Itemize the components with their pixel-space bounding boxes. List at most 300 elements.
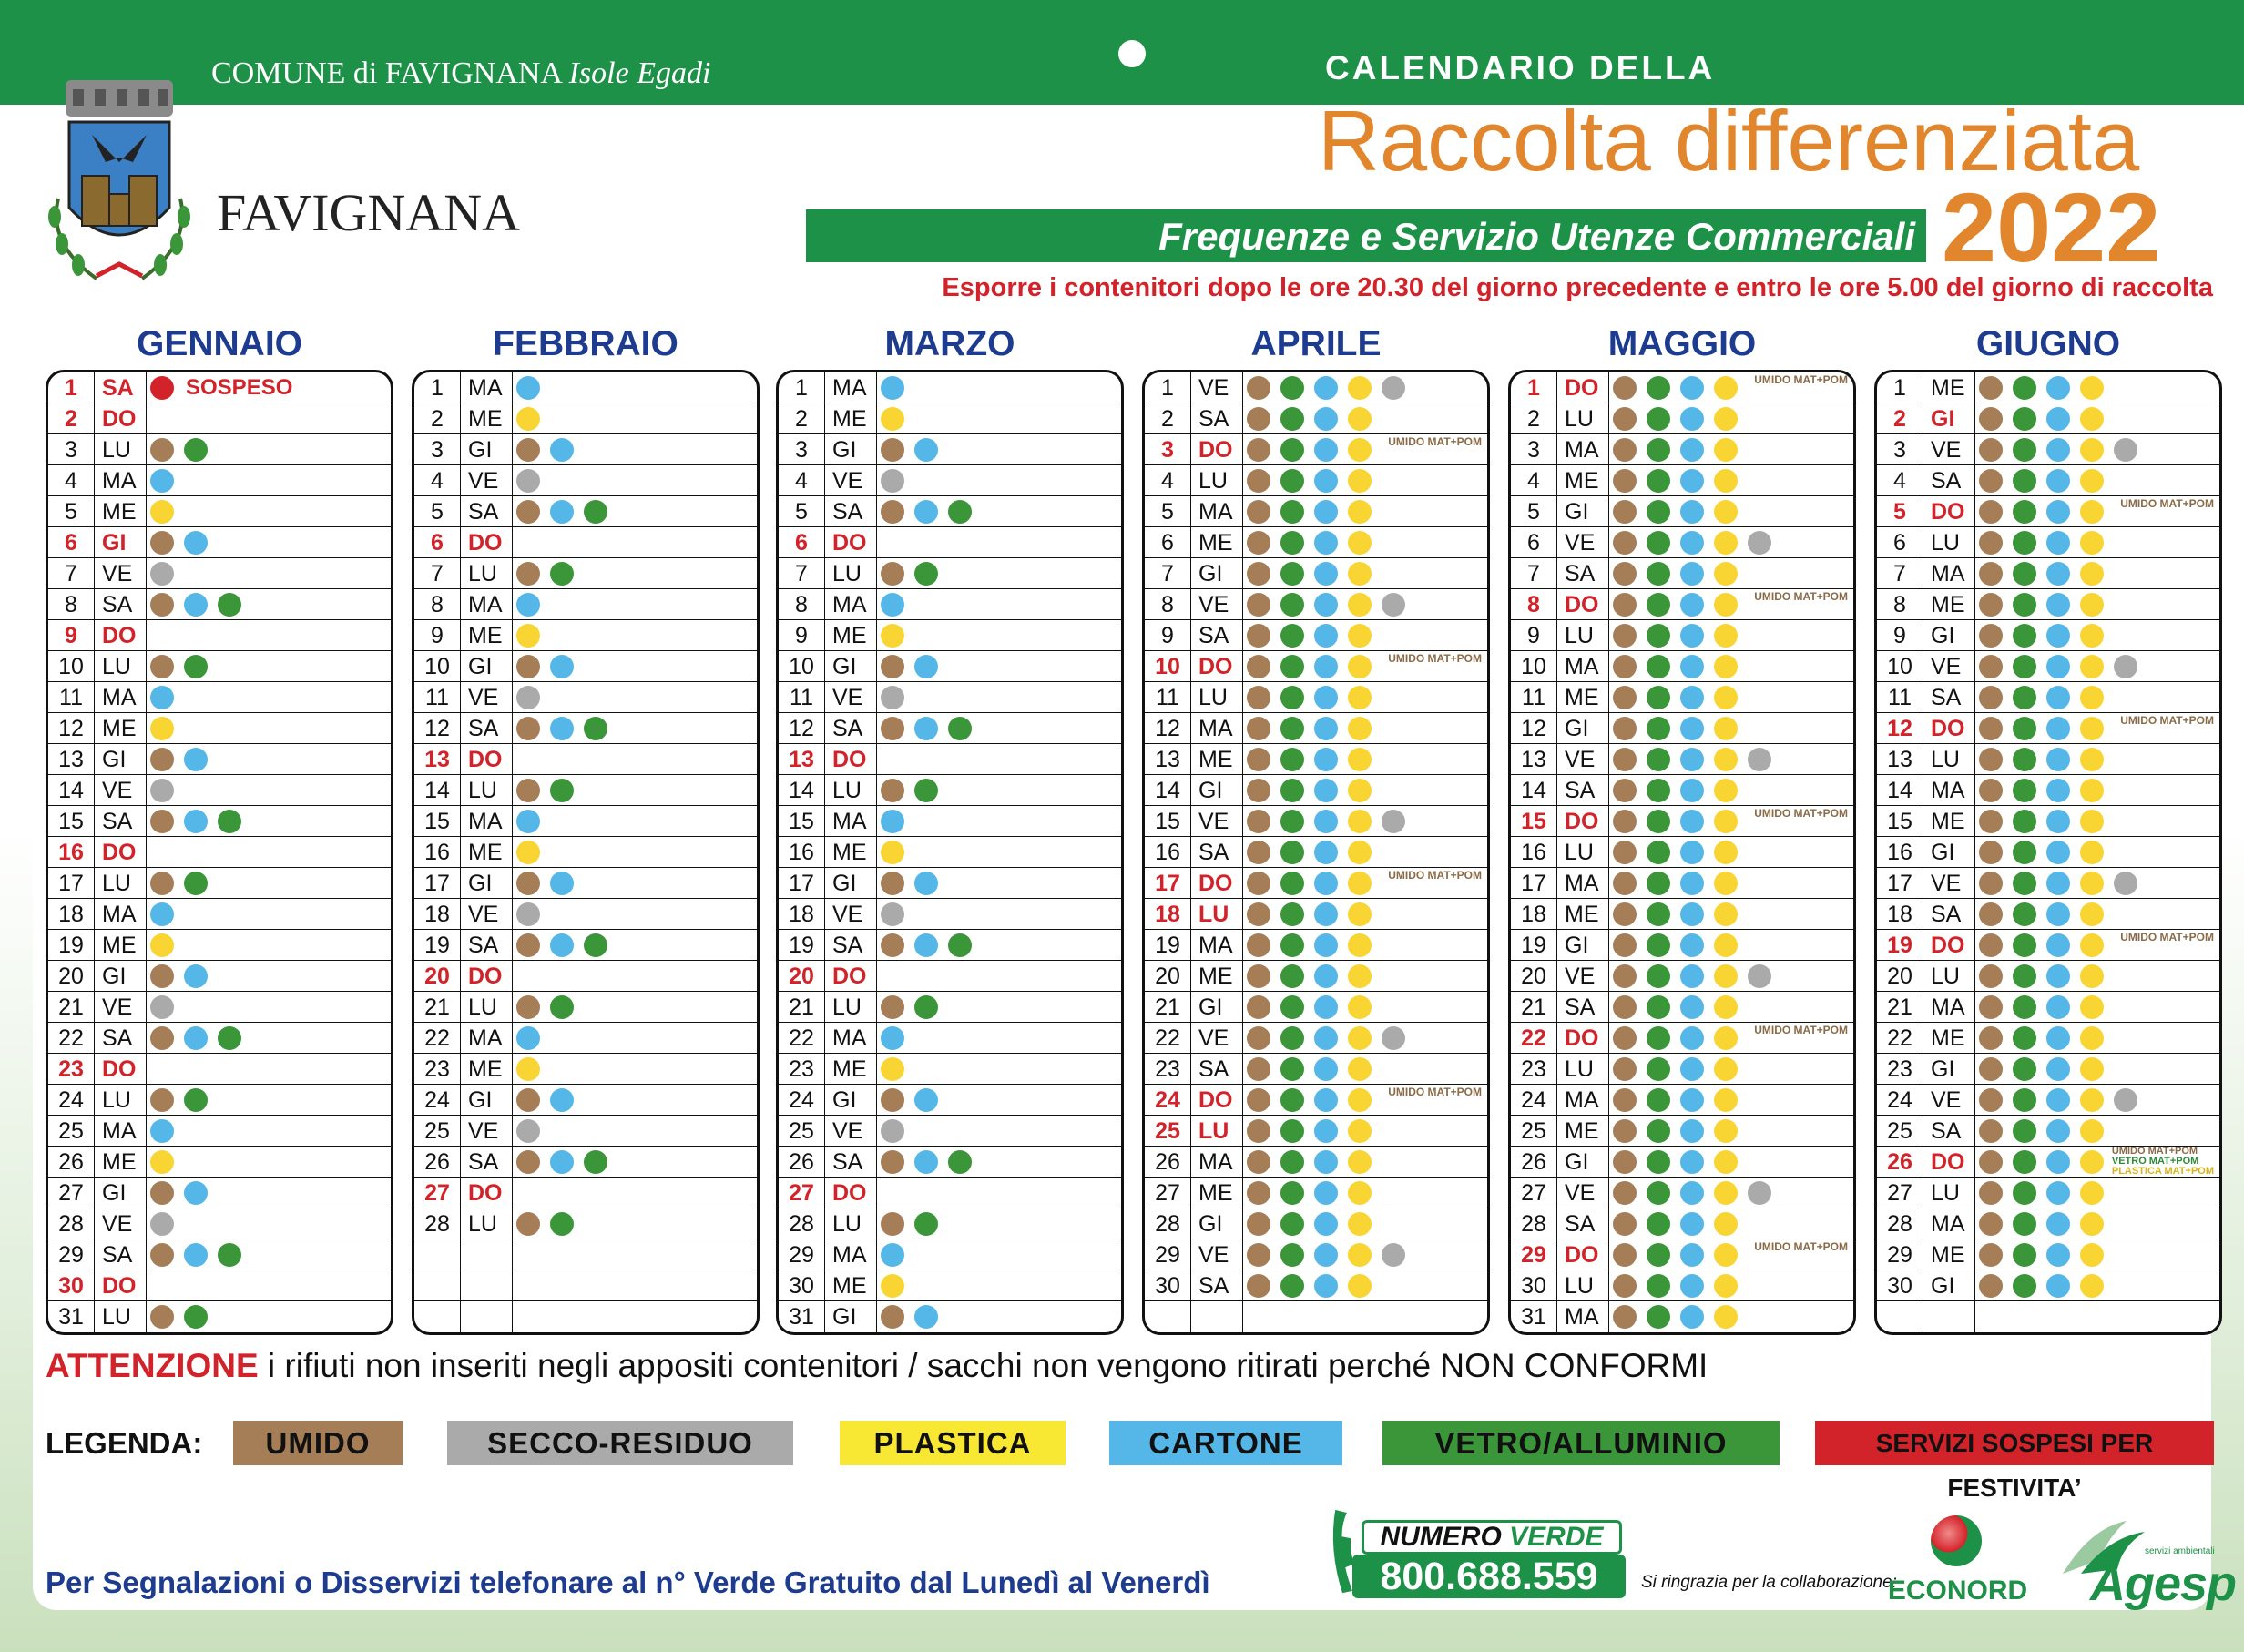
- warning-word: ATTENZIONE: [46, 1347, 259, 1384]
- day-row: [1877, 1270, 2219, 1301]
- month-aprile: [1142, 319, 1490, 1335]
- day-number: 2: [1893, 406, 1906, 432]
- day-number: [414, 1301, 460, 1332]
- vetro-dot-icon: [218, 810, 241, 833]
- day-row: [1145, 1023, 1487, 1054]
- cartone-dot-icon: [1314, 1274, 1338, 1298]
- cartone-dot-icon: [1680, 902, 1704, 926]
- plastica-dot-icon: [150, 1150, 174, 1174]
- plastica-dot-icon: [2080, 469, 2104, 493]
- plastica-dot-icon: [1714, 562, 1738, 586]
- day-row: [779, 930, 1121, 961]
- plastica-dot-icon: [881, 624, 904, 648]
- day-number: 22: [1521, 1025, 1546, 1051]
- plastica-dot-icon: [1714, 748, 1738, 771]
- day-number: 30: [789, 1273, 814, 1299]
- day-number: 25: [789, 1118, 814, 1144]
- umido-dot-icon: [1613, 779, 1637, 802]
- note-line: UMIDO MAT+POM: [2120, 931, 2214, 943]
- collection-dots: [1243, 655, 1382, 678]
- cartone-dot-icon: [1680, 748, 1704, 771]
- umido-dot-icon: [1613, 748, 1637, 771]
- instructions: Esporre i contenitori dopo le ore 20.30 del giorno precedente e entro le ore 5.00 del giorno di raccolta: [942, 273, 2213, 302]
- cartone-dot-icon: [1680, 438, 1704, 462]
- vetro-dot-icon: [948, 717, 972, 740]
- secco-dot-icon: [150, 562, 174, 586]
- day-number: 3: [795, 437, 808, 463]
- secco-dot-icon: [881, 902, 904, 926]
- day-row: [1877, 930, 2219, 961]
- day-row: [1511, 1270, 1853, 1301]
- collection-dots: [1975, 593, 2114, 617]
- collection-dots: [513, 655, 584, 678]
- collection-dots: [513, 872, 584, 895]
- day-weekday: VE: [460, 682, 513, 712]
- day-weekday: LU: [1923, 744, 1975, 774]
- cartone-dot-icon: [1680, 964, 1704, 988]
- vetro-dot-icon: [1280, 624, 1304, 648]
- cartone-dot-icon: [184, 1243, 208, 1267]
- day-weekday: SA: [460, 930, 513, 960]
- numero-verde-phone[interactable]: 800.688.559: [1352, 1555, 1626, 1598]
- cartone-dot-icon: [1314, 1057, 1338, 1081]
- plastica-dot-icon: [2080, 562, 2104, 586]
- day-weekday: VE: [1556, 744, 1609, 774]
- plastica-dot-icon: [1348, 1119, 1372, 1143]
- day-number: 28: [58, 1211, 84, 1237]
- footer-text: Per Segnalazioni o Disservizi telefonare al n° Verde Gratuito dal Lunedì al Venerdì: [46, 1565, 1210, 1599]
- umido-dot-icon: [1979, 1150, 2003, 1174]
- day-row: [1145, 868, 1487, 899]
- day-number: 16: [789, 840, 814, 865]
- plastica-dot-icon: [2080, 438, 2104, 462]
- collection-dots: [513, 995, 584, 1019]
- day-weekday: ME: [824, 1054, 877, 1084]
- plastica-dot-icon: [1714, 717, 1738, 740]
- cartone-dot-icon: [1314, 964, 1338, 988]
- collection-dots: [147, 1119, 184, 1143]
- secco-dot-icon: [2114, 655, 2137, 678]
- day-row: [1877, 620, 2219, 651]
- vetro-dot-icon: [218, 1026, 241, 1050]
- cartone-dot-icon: [550, 1150, 574, 1174]
- collection-dots: [147, 593, 251, 617]
- vetro-dot-icon: [1280, 655, 1304, 678]
- day-weekday: LU: [1556, 620, 1609, 650]
- day-number: 10: [424, 654, 450, 679]
- vetro-dot-icon: [1647, 995, 1670, 1019]
- vetro-dot-icon: [2013, 407, 2036, 431]
- umido-dot-icon: [1613, 593, 1637, 617]
- day-number: 1: [1161, 375, 1174, 401]
- day-row: [1877, 589, 2219, 620]
- collection-dots: [1975, 1088, 2147, 1112]
- vetro-dot-icon: [1647, 1243, 1670, 1267]
- page-title: Raccolta differenziata: [1318, 93, 2140, 189]
- collection-dots: [1243, 872, 1382, 895]
- day-row: [779, 744, 1121, 775]
- cartone-dot-icon: [914, 717, 938, 740]
- plastica-dot-icon: [2080, 717, 2104, 740]
- umido-dot-icon: [1247, 964, 1270, 988]
- day-weekday: DO: [94, 403, 147, 433]
- umido-dot-icon: [1613, 624, 1637, 648]
- cartone-dot-icon: [2046, 841, 2070, 864]
- plastica-dot-icon: [516, 1057, 540, 1081]
- day-number: 20: [424, 964, 450, 989]
- day-number: 27: [1521, 1180, 1546, 1206]
- collection-dots: [1243, 376, 1415, 400]
- cartone-dot-icon: [1680, 1181, 1704, 1205]
- collection-dots: [877, 407, 914, 431]
- day-row: [1145, 1054, 1487, 1085]
- vetro-dot-icon: [2013, 1212, 2036, 1236]
- collection-dots: [1609, 717, 1748, 740]
- cartone-dot-icon: [1680, 1026, 1704, 1050]
- vetro-dot-icon: [1280, 376, 1304, 400]
- day-number: 15: [1155, 809, 1180, 834]
- collection-dots: [877, 593, 914, 617]
- day-number: 12: [1887, 716, 1912, 741]
- day-weekday: VE: [460, 1116, 513, 1146]
- umido-dot-icon: [1979, 1057, 2003, 1081]
- day-number: 18: [789, 902, 814, 927]
- plastica-dot-icon: [150, 933, 174, 957]
- day-row: [1145, 372, 1487, 403]
- month-title: MAGGIO: [1607, 324, 1757, 363]
- day-row: [1877, 744, 2219, 775]
- day-number: 3: [65, 437, 77, 463]
- vetro-dot-icon: [1647, 1274, 1670, 1298]
- collection-dots: [877, 717, 982, 740]
- day-weekday: DO: [1556, 1239, 1609, 1270]
- collection-dots: [1975, 407, 2114, 431]
- vetro-dot-icon: [184, 872, 208, 895]
- day-number: [1145, 1301, 1190, 1332]
- cartone-dot-icon: [1314, 779, 1338, 802]
- umido-dot-icon: [1247, 469, 1270, 493]
- collection-dots: [1243, 1243, 1415, 1267]
- day-weekday: MA: [460, 806, 513, 836]
- umido-dot-icon: [1979, 1088, 2003, 1112]
- cartone-dot-icon: [1314, 717, 1338, 740]
- day-row: [779, 620, 1121, 651]
- day-weekday: [460, 1301, 513, 1332]
- day-number: 14: [424, 778, 450, 803]
- day-number: 10: [1155, 654, 1180, 679]
- vetro-dot-icon: [1280, 717, 1304, 740]
- day-weekday: SA: [94, 372, 147, 403]
- umido-dot-icon: [1979, 500, 2003, 524]
- day-weekday: DO: [94, 1270, 147, 1300]
- day-row: [1511, 1301, 1853, 1332]
- note-line: VETRO MAT+POM: [2111, 1156, 2199, 1167]
- collection-dots: [1975, 376, 2114, 400]
- umido-dot-icon: [150, 655, 174, 678]
- day-row: [1877, 713, 2219, 744]
- day-weekday: VE: [1556, 961, 1609, 991]
- collection-dots: [1243, 1212, 1382, 1236]
- day-number: 11: [1522, 685, 1545, 710]
- plastica-dot-icon: [1714, 1057, 1738, 1081]
- collection-dots: [1975, 624, 2114, 648]
- umido-dot-icon: [1613, 1119, 1637, 1143]
- day-weekday: GI: [460, 1085, 513, 1115]
- plastica-dot-icon: [1348, 531, 1372, 555]
- day-weekday: GI: [824, 868, 877, 898]
- day-row: [779, 527, 1121, 558]
- day-weekday: SA: [1923, 465, 1975, 495]
- day-weekday: VE: [824, 899, 877, 929]
- collection-dots: [1243, 407, 1382, 431]
- day-row: [414, 558, 757, 589]
- plastica-dot-icon: [881, 1057, 904, 1081]
- day-number: 12: [1521, 716, 1546, 741]
- collection-dots: [1609, 1150, 1748, 1174]
- cartone-dot-icon: [1680, 562, 1704, 586]
- month-table: [776, 370, 1124, 1335]
- day-row: [1877, 1023, 2219, 1054]
- day-weekday: DO: [1923, 713, 1975, 743]
- vetro-dot-icon: [184, 655, 208, 678]
- day-number: 23: [424, 1056, 450, 1082]
- day-number: 20: [58, 964, 84, 989]
- umido-dot-icon: [150, 531, 174, 555]
- collection-dots: [877, 438, 948, 462]
- day-weekday: GI: [1556, 496, 1609, 526]
- plastica-dot-icon: [2080, 1181, 2104, 1205]
- collection-dots: [1609, 933, 1748, 957]
- day-row: [1145, 1116, 1487, 1147]
- day-number: 16: [1887, 840, 1912, 865]
- umido-dot-icon: [150, 593, 174, 617]
- day-row: [779, 806, 1121, 837]
- day-row: [414, 992, 757, 1023]
- day-row: [1511, 806, 1853, 837]
- plastica-dot-icon: [2080, 407, 2104, 431]
- plastica-dot-icon: [1714, 933, 1738, 957]
- cartone-dot-icon: [1314, 1026, 1338, 1050]
- day-row: [1877, 403, 2219, 434]
- note-line: UMIDO MAT+POM: [1388, 869, 1482, 882]
- plastica-dot-icon: [2080, 779, 2104, 802]
- collection-dots: [1243, 686, 1382, 709]
- day-number: 19: [1521, 933, 1546, 958]
- vetro-dot-icon: [1280, 1212, 1304, 1236]
- day-weekday: MA: [1923, 1208, 1975, 1239]
- collection-dots: [1609, 1088, 1748, 1112]
- plastica-dot-icon: [1348, 902, 1372, 926]
- collection-dots: [1609, 1119, 1748, 1143]
- cartone-dot-icon: [1680, 686, 1704, 709]
- collection-dots: [1975, 841, 2114, 864]
- day-row: [1145, 1085, 1487, 1116]
- day-row: [1877, 1208, 2219, 1239]
- day-row: [1511, 1147, 1853, 1178]
- day-weekday: GI: [460, 434, 513, 464]
- vetro-dot-icon: [2013, 995, 2036, 1019]
- day-number: 13: [424, 747, 450, 772]
- collection-dots: [1609, 1212, 1748, 1236]
- vetro-dot-icon: [1647, 933, 1670, 957]
- umido-dot-icon: [1979, 1026, 2003, 1050]
- day-row: [48, 496, 391, 527]
- day-row: [1511, 961, 1853, 992]
- cartone-dot-icon: [881, 1243, 904, 1267]
- vetro-dot-icon: [2013, 810, 2036, 833]
- day-row: [1145, 496, 1487, 527]
- cartone-dot-icon: [1314, 872, 1338, 895]
- day-row: [414, 527, 757, 558]
- plastica-dot-icon: [1714, 810, 1738, 833]
- vetro-dot-icon: [948, 1150, 972, 1174]
- cartone-dot-icon: [2046, 1057, 2070, 1081]
- day-weekday: SA: [1923, 899, 1975, 929]
- day-row: [1511, 1208, 1853, 1239]
- plastica-dot-icon: [881, 1274, 904, 1298]
- day-number: 6: [1893, 530, 1906, 556]
- cartone-dot-icon: [1680, 593, 1704, 617]
- day-row: [48, 930, 391, 961]
- collection-dots: [1975, 686, 2114, 709]
- collection-dots: [513, 624, 550, 648]
- day-row: [779, 1023, 1121, 1054]
- day-weekday: VE: [1190, 806, 1243, 836]
- day-number: 16: [58, 840, 84, 865]
- day-row: [1877, 992, 2219, 1023]
- day-row: [779, 558, 1121, 589]
- umido-dot-icon: [516, 655, 540, 678]
- cartone-dot-icon: [2046, 624, 2070, 648]
- day-row: [414, 961, 757, 992]
- plastica-dot-icon: [2080, 902, 2104, 926]
- collection-dots: [147, 531, 218, 555]
- cartone-dot-icon: [1680, 779, 1704, 802]
- collection-dots: [1243, 531, 1382, 555]
- vetro-dot-icon: [1647, 1181, 1670, 1205]
- day-weekday: DO: [460, 961, 513, 991]
- plastica-dot-icon: [1348, 1274, 1372, 1298]
- day-weekday: GI: [1190, 558, 1243, 588]
- plastica-dot-icon: [1348, 933, 1372, 957]
- cartone-dot-icon: [1680, 655, 1704, 678]
- day-row: [1145, 651, 1487, 682]
- day-weekday: VE: [460, 465, 513, 495]
- umido-dot-icon: [1979, 469, 2003, 493]
- day-row: [1511, 434, 1853, 465]
- month-gennaio: [46, 319, 393, 1335]
- umido-dot-icon: [1613, 964, 1637, 988]
- day-number: 11: [1156, 685, 1179, 710]
- day-weekday: DO: [1923, 496, 1975, 526]
- day-number: 17: [1155, 871, 1180, 896]
- year: 2022: [1942, 172, 2161, 282]
- umido-dot-icon: [1613, 376, 1637, 400]
- collection-dots: [1243, 810, 1415, 833]
- subtitle-band: [806, 209, 1926, 262]
- day-number: 26: [1155, 1149, 1180, 1175]
- day-number: 13: [1521, 747, 1546, 772]
- cartone-dot-icon: [881, 810, 904, 833]
- day-weekday: LU: [1556, 1054, 1609, 1084]
- thanks-text: Si ringrazia per la collaborazione:: [1641, 1573, 1897, 1592]
- day-row: [1511, 744, 1853, 775]
- vetro-dot-icon: [2013, 1181, 2036, 1205]
- day-weekday: GI: [94, 744, 147, 774]
- collection-dots: [513, 500, 617, 524]
- day-row: [1511, 899, 1853, 930]
- day-number: 23: [789, 1056, 814, 1082]
- vetro-dot-icon: [1280, 469, 1304, 493]
- cartone-dot-icon: [1680, 500, 1704, 524]
- day-weekday: LU: [94, 1301, 147, 1332]
- day-row: [1145, 558, 1487, 589]
- day-row: [779, 1208, 1121, 1239]
- day-weekday: LU: [460, 558, 513, 588]
- collection-dots: [1243, 1088, 1382, 1112]
- vetro-dot-icon: [1647, 902, 1670, 926]
- day-weekday: ME: [1923, 1239, 1975, 1270]
- day-row: [48, 527, 391, 558]
- day-weekday: GI: [1556, 713, 1609, 743]
- cartone-dot-icon: [1680, 531, 1704, 555]
- day-weekday: GI: [1923, 1054, 1975, 1084]
- umido-dot-icon: [1979, 779, 2003, 802]
- day-weekday: DO: [824, 961, 877, 991]
- day-number: 5: [1161, 499, 1174, 525]
- umido-dot-icon: [150, 438, 174, 462]
- plastica-dot-icon: [1348, 717, 1372, 740]
- day-weekday: ME: [824, 403, 877, 433]
- day-row: [1877, 434, 2219, 465]
- day-weekday: DO: [824, 1178, 877, 1208]
- collection-dots: [147, 655, 218, 678]
- day-weekday: LU: [1556, 1270, 1609, 1300]
- cartone-dot-icon: [1314, 995, 1338, 1019]
- vetro-dot-icon: [1647, 469, 1670, 493]
- cartone-dot-icon: [1314, 1119, 1338, 1143]
- vetro-dot-icon: [1280, 933, 1304, 957]
- month-table: [1142, 370, 1490, 1335]
- umido-dot-icon: [1613, 1026, 1637, 1050]
- umido-dot-icon: [881, 562, 904, 586]
- vetro-dot-icon: [1647, 624, 1670, 648]
- day-row: [779, 837, 1121, 868]
- cartone-dot-icon: [150, 469, 174, 493]
- plastica-dot-icon: [1714, 438, 1738, 462]
- cartone-dot-icon: [1314, 1212, 1338, 1236]
- day-row: [779, 1239, 1121, 1270]
- day-row: [48, 744, 391, 775]
- day-number: 13: [1155, 747, 1180, 772]
- day-row: [1877, 372, 2219, 403]
- plastica-dot-icon: [150, 717, 174, 740]
- collection-dots: [147, 748, 218, 771]
- vetro-dot-icon: [1280, 779, 1304, 802]
- day-weekday: MA: [1923, 775, 1975, 805]
- day-weekday: LU: [94, 868, 147, 898]
- collection-dots: [1609, 624, 1748, 648]
- day-number: 24: [424, 1087, 450, 1113]
- month-title: GENNAIO: [136, 324, 302, 363]
- day-row: [48, 1085, 391, 1116]
- day-weekday: VE: [94, 1208, 147, 1239]
- day-row: [1145, 620, 1487, 651]
- day-weekday: GI: [94, 961, 147, 991]
- day-number: 17: [424, 871, 450, 896]
- month-title: MARZO: [884, 324, 1015, 363]
- day-number: 19: [1155, 933, 1180, 958]
